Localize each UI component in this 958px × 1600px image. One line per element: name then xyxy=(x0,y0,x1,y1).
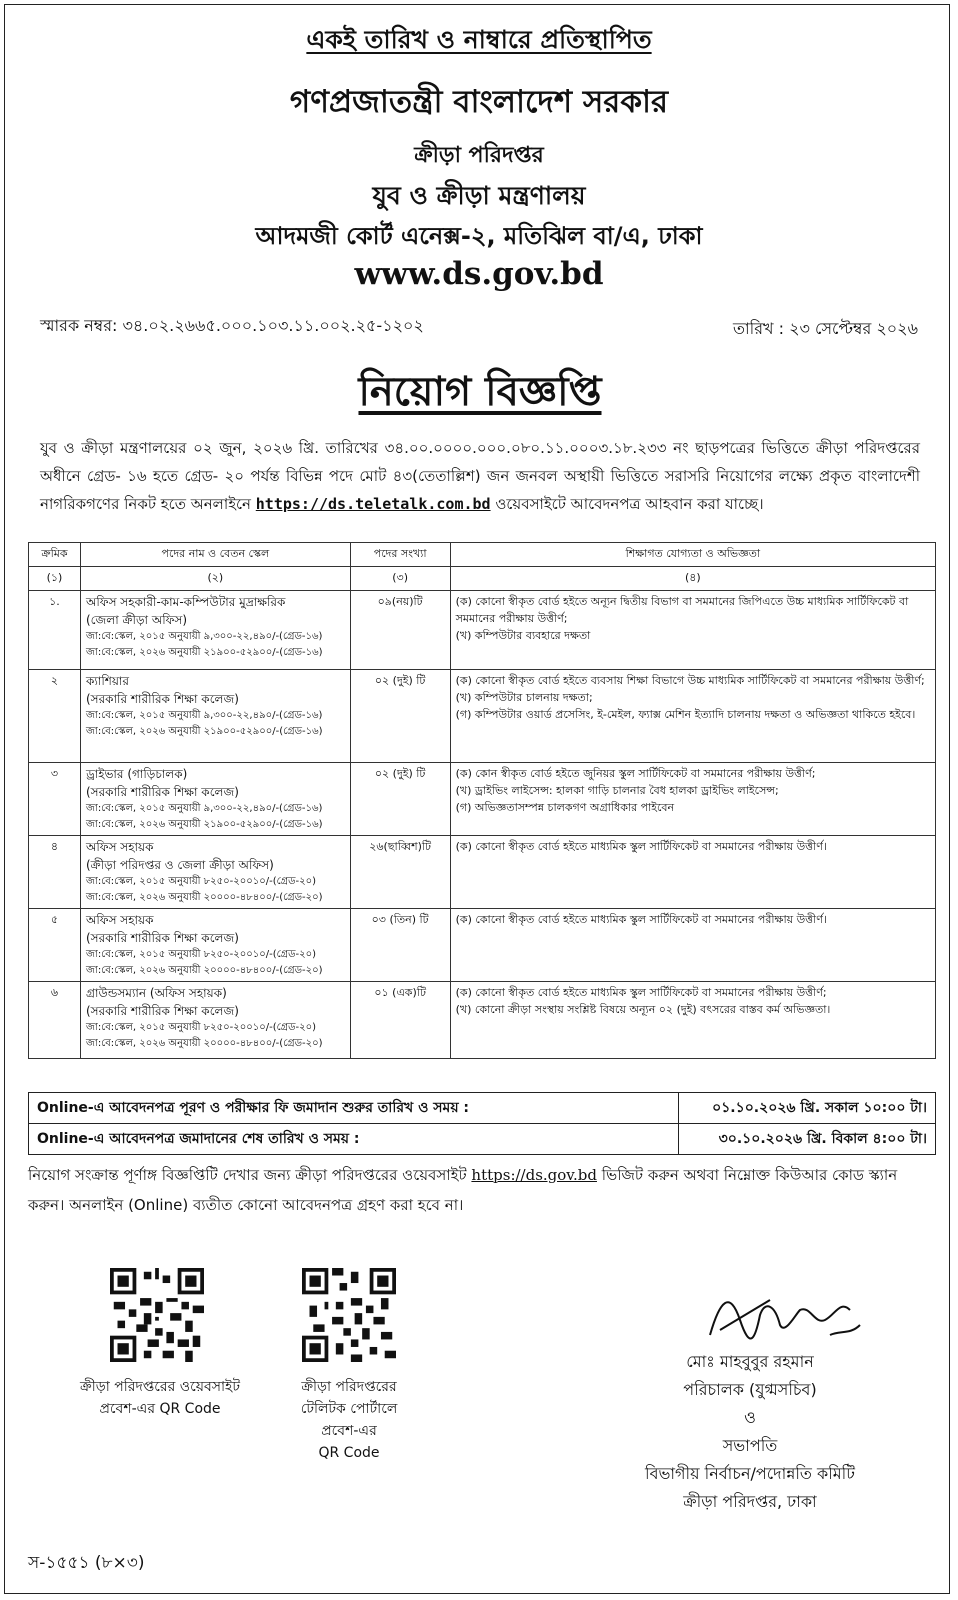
pay-scale: জা:বে:স্কেল, ২০২৬ অনুযায়ী ২১৯০০-৫২৯০০/-(গ্রেড-১৬) xyxy=(85,726,323,737)
qualification-cell xyxy=(450,763,935,836)
qualification-cell xyxy=(450,909,935,982)
post-cell xyxy=(80,909,350,982)
pay-scale: জা:বে:স্কেল, ২০২৬ অনুযায়ী ২০০০০-৪৮৪০০/-(গ্রেড-২০) xyxy=(85,965,323,976)
serial-cell: ৪ xyxy=(29,836,81,909)
count-cell: ০২ (দুই) টি xyxy=(350,670,450,763)
count-cell: ২৬(ছাব্বিশ)টি xyxy=(350,836,450,909)
qualification-item: (ক) কোনো স্বীকৃত বোর্ড হইতে মাধ্যমিক স্কুল সার্টিফিকেট বা সমমানের পরীক্ষায় উত্তীর্ণ; xyxy=(455,986,827,999)
qualification-cell xyxy=(450,836,935,909)
table-colnum-row xyxy=(29,567,936,591)
serial-cell: ৫ xyxy=(29,909,81,982)
header-qualification: শিক্ষাগত যোগ্যতা ও অভিজ্ঞতা xyxy=(450,543,935,567)
teletalk-link[interactable]: https://ds.teletalk.com.bd xyxy=(255,495,491,513)
signatory-block xyxy=(590,1348,910,1516)
post-cell xyxy=(80,591,350,670)
header-count: পদের সংখ্যা xyxy=(350,543,450,567)
pay-scale: জা:বে:স্কেল, ২০২৬ অনুযায়ী ২১৯০০-৫২৯০০/-(গ্রেড-১৬) xyxy=(85,819,323,830)
table-row xyxy=(29,670,936,763)
post-cell xyxy=(80,670,350,763)
pay-scale: জা:বে:স্কেল, ২০১৫ অনুযায়ী ৯,৩০০-২২,৪৯০/-(গ্রেড-১৬) xyxy=(85,710,323,721)
table-row xyxy=(29,763,936,836)
qr-label-line: ক্রীড়া পরিদপ্তরের ওয়েবসাইট xyxy=(80,1379,240,1395)
deadline-label: Online-এ আবেদনপত্র পূরণ ও পরীক্ষার ফি জমাদান শুরুর তারিখ ও সময় : xyxy=(29,1093,679,1124)
qr-label-line: ক্রীড়া পরিদপ্তরের xyxy=(301,1379,397,1395)
qualification-item: (ক) কোনো স্বীকৃত বোর্ড হইতে ব্যবসায় শিক্ষা বিভাগে উচ্চ মাধ্যমিক সার্টিফিকেট বা সমমানের পরীক্ষায় উত্তীর্ণ; xyxy=(455,674,925,687)
count-cell: ০১ (এক)টি xyxy=(350,982,450,1059)
post-name: ড্রাইভার (গাড়িচালক) xyxy=(85,767,188,781)
memo-number: স্মারক নম্বর: ৩৪.০২.২৬৬৫.০০০.১০৩.১১.০০২.২৫-১২০২ xyxy=(40,316,424,335)
qr-label-line: QR Code xyxy=(318,1445,380,1461)
qualification-item: (ক) কোনো স্বীকৃত বোর্ড হইতে অন্যূন দ্বিতীয় বিভাগ বা সমমানের জিপিএতে উচ্চ মাধ্যমিক সার্টিফিকেট বা সমমানের পরীক্ষায় উত্তীর্ণ; xyxy=(455,595,909,625)
deadline-value: ০১.১০.২০২৬ খ্রি. সকাল ১০:০০ টা। xyxy=(679,1093,936,1124)
qualification-cell xyxy=(450,982,935,1059)
signatory-role: সভাপতি xyxy=(722,1436,778,1455)
qr-label-website xyxy=(40,1376,280,1420)
post-office: (জেলা ক্রীড়া অফিস) xyxy=(85,613,188,627)
pay-scale: জা:বে:স্কেল, ২০১৫ অনুযায়ী ৯,৩০০-২২,৪৯০/-(গ্রেড-১৬) xyxy=(85,803,323,814)
serial-cell: ৩ xyxy=(29,763,81,836)
colnum: (২) xyxy=(80,567,350,591)
table-row xyxy=(29,836,936,909)
deadline-value: ৩০.১০.২০২৬ খ্রি. বিকাল ৪:০০ টা। xyxy=(679,1124,936,1155)
table-header-row xyxy=(29,543,936,567)
post-office: (সরকারি শারীরিক শিক্ষা কলেজ) xyxy=(85,692,239,706)
table-row xyxy=(29,982,936,1059)
pay-scale: জা:বে:স্কেল, ২০১৫ অনুযায়ী ৮২৫০-২০০১০/-(গ্রেড-২০) xyxy=(85,1022,317,1033)
pay-scale: জা:বে:স্কেল, ২০১৫ অনুযায়ী ৯,৩০০-২২,৪৯০/-(গ্রেড-১৬) xyxy=(85,631,323,642)
table-row xyxy=(29,591,936,670)
colnum: (১) xyxy=(29,567,81,591)
post-office: (ক্রীড়া পরিদপ্তর ও জেলা ক্রীড়া অফিস) xyxy=(85,858,274,872)
post-name: অফিস সহকারী-কাম-কম্পিউটার মুদ্রাক্ষরিক xyxy=(85,595,286,609)
colnum: (৪) xyxy=(450,567,935,591)
reference-code: স-১৫৫১ (৮×৩) xyxy=(28,1553,145,1573)
notice-title: নিয়োগ বিজ্ঞপ্তি xyxy=(358,369,602,415)
government-name: গণপ্রজাতন্ত্রী বাংলাদেশ সরকার xyxy=(289,84,669,120)
qr-label-line: টেলিটক পোর্টালে xyxy=(300,1401,398,1417)
post-cell xyxy=(80,763,350,836)
qr-code-teletalk[interactable] xyxy=(302,1268,396,1366)
serial-cell: ১. xyxy=(29,591,81,670)
post-name: ক্যাশিয়ার xyxy=(85,674,130,688)
signatory-office: ক্রীড়া পরিদপ্তর, ঢাকা xyxy=(683,1492,817,1511)
post-office: (সরকারি শারীরিক শিক্ষা কলেজ) xyxy=(85,785,239,799)
qr-code-image xyxy=(302,1268,396,1362)
deadline-table xyxy=(28,1092,936,1155)
deadline-label: Online-এ আবেদনপত্র জমাদানের শেষ তারিখ ও সময় : xyxy=(29,1124,679,1155)
post-office: (সরকারি শারীরিক শিক্ষা কলেজ) xyxy=(85,931,239,945)
post-cell xyxy=(80,982,350,1059)
table-row xyxy=(29,909,936,982)
post-name: গ্রাউন্ডসম্যান (অফিস সহায়ক) xyxy=(85,986,227,1000)
serial-cell: ২ xyxy=(29,670,81,763)
post-name: অফিস সহায়ক xyxy=(85,840,154,854)
replacement-note: একই তারিখ ও নাম্বারে প্রতিস্থাপিত xyxy=(306,25,652,54)
qualification-item: (ক) কোন স্বীকৃত বোর্ড হইতে জুনিয়র স্কুল সার্টিফিকেট বা সমমানের পরীক্ষায় উত্তীর্ণ; xyxy=(455,767,816,780)
qualification-item: (খ) ড্রাইভিং লাইসেন্স: হালকা গাড়ি চালনার বৈধ হালকা ড্রাইভিং লাইসেন্স; xyxy=(455,784,779,797)
ds-website-link[interactable]: https://ds.gov.bd xyxy=(471,1166,597,1184)
header-post: পদের নাম ও বেতন স্কেল xyxy=(80,543,350,567)
post-name: অফিস সহায়ক xyxy=(85,913,154,927)
qualification-item: (গ) কম্পিউটার ওয়ার্ড প্রসেসিং, ই-মেইল, ফ্যাক্স মেশিন ইত্যাদি চালনায় দক্ষতা ও অভিজ্ঞতা থাকিতে হইবে। xyxy=(455,708,916,721)
signatory-and: ও xyxy=(744,1408,756,1427)
qr-code-image xyxy=(110,1268,204,1362)
deadline-row xyxy=(29,1124,936,1155)
intro-paragraph: যুব ও ক্রীড়া মন্ত্রণালয়ের ০২ জুন, ২০২৬ খ্রি. তারিখের ৩৪.০০.০০০০.০০০.০৮০.১১.০০০৩.১৮.২৩৩ নং ছাড়পত্রের ভিত্তিতে ক্রীড়া পরিদপ্তরের অধীনে গ্রেড- ১৬ হতে গ্রেড- ২০ পর্যন্ত বিভিন্ন পদে মোট ৪৩(তেতাল্লিশ) জন জনবল অস্থায়ী ভিত্তিতে সরাসরি নিয়োগের লক্ষ্যে প্রকৃত বাংলাদেশী নাগরিকগণের নিকট হতে অনলাইনে https://ds.teletalk.com.bd ওয়েবসাইটে আবেদনপত্র আহবান করা যাচ্ছে। xyxy=(40,439,920,513)
qualification-item: (ক) কোনো স্বীকৃত বোর্ড হইতে মাধ্যমিক স্কুল সার্টিফিকেট বা সমমানের পরীক্ষায় উত্তীর্ণ। xyxy=(455,840,827,853)
qr-label-line: প্রবেশ-এর QR Code xyxy=(99,1401,221,1417)
memo-date: তারিখ : ২৩ সেপ্টেম্বর ২০২৬ xyxy=(733,319,918,338)
ministry-name: যুব ও ক্রীড়া মন্ত্রণালয় xyxy=(372,181,586,210)
serial-cell: ৬ xyxy=(29,982,81,1059)
colnum: (৩) xyxy=(350,567,450,591)
signatory-committee: বিভাগীয় নির্বাচন/পদোন্নতি কমিটি xyxy=(645,1464,855,1483)
qualification-item: (খ) কোনো ক্রীড়া সংস্থায় সংশ্লিষ্ট বিষয়ে অন্যূন ০২ (দুই) বৎসরের বাস্তব কর্ম অভিজ্ঞতা। xyxy=(455,1003,831,1016)
posts-table xyxy=(28,542,936,1059)
qr-label-teletalk xyxy=(262,1376,436,1464)
qualification-cell xyxy=(450,670,935,763)
count-cell: ০৩ (তিন) টি xyxy=(350,909,450,982)
header-serial: ক্রমিক xyxy=(29,543,81,567)
pay-scale: জা:বে:স্কেল, ২০২৬ অনুযায়ী ২০০০০-৪৮৪০০/-(গ্রেড-২০) xyxy=(85,892,323,903)
pay-scale: জা:বে:স্কেল, ২০২৬ অনুযায়ী ২১৯০০-৫২৯০০/-(গ্রেড-১৬) xyxy=(85,647,323,658)
department-name: ক্রীড়া পরিদপ্তর xyxy=(414,143,544,168)
qualification-item: (ক) কোনো স্বীকৃত বোর্ড হইতে মাধ্যমিক স্কুল সার্টিফিকেট বা সমমানের পরীক্ষায় উত্তীর্ণ। xyxy=(455,913,827,926)
pay-scale: জা:বে:স্কেল, ২০১৫ অনুযায়ী ৮২৫০-২০০১০/-(গ্রেড-২০) xyxy=(85,876,317,887)
office-address: আদমজী কোর্ট এনেক্স-২, মতিঝিল বা/এ, ঢাকা xyxy=(255,222,703,250)
post-office: (সরকারি শারীরিক শিক্ষা কলেজ) xyxy=(85,1004,239,1018)
count-cell: ০৯(নয়)টি xyxy=(350,591,450,670)
deadline-row xyxy=(29,1093,936,1124)
qr-label-line: প্রবেশ-এর xyxy=(321,1423,377,1439)
signatory-designation: পরিচালক (যুগ্মসচিব) xyxy=(683,1380,817,1399)
qualification-item: (খ) কম্পিউটার চালনায় দক্ষতা; xyxy=(455,691,593,704)
signature xyxy=(700,1280,870,1350)
count-cell: ০২ (দুই) টি xyxy=(350,763,450,836)
qualification-item: (গ) অভিজ্ঞতাসম্পন্ন চালকগণ অগ্রাধিকার পাইবেন xyxy=(455,801,675,814)
post-cell xyxy=(80,836,350,909)
signatory-name: মোঃ মাহবুবুর রহমান xyxy=(686,1352,814,1371)
website-link[interactable]: www.ds.gov.bd xyxy=(354,256,604,292)
online-notice: নিয়োগ সংক্রান্ত পূর্ণাঙ্গ বিজ্ঞপ্তিটি দেখার জন্য ক্রীড়া পরিদপ্তরের ওয়েবসাইট https://ds.gov.bd ভিজিট করুন অথবা নিম্নোক্ত কিউআর কোড স্ক্যান করুন। অনলাইন (Online) ব্যতীত কোনো আবেদনপত্র গ্রহণ করা হবে না। xyxy=(28,1166,898,1214)
qualification-cell xyxy=(450,591,935,670)
pay-scale: জা:বে:স্কেল, ২০১৫ অনুযায়ী ৮২৫০-২০০১০/-(গ্রেড-২০) xyxy=(85,949,317,960)
pay-scale: জা:বে:স্কেল, ২০২৬ অনুযায়ী ২০০০০-৪৮৪০০/-(গ্রেড-২০) xyxy=(85,1038,323,1049)
qr-code-website[interactable] xyxy=(110,1268,204,1366)
qualification-item: (খ) কম্পিউটার ব্যবহারে দক্ষতা xyxy=(455,629,591,642)
